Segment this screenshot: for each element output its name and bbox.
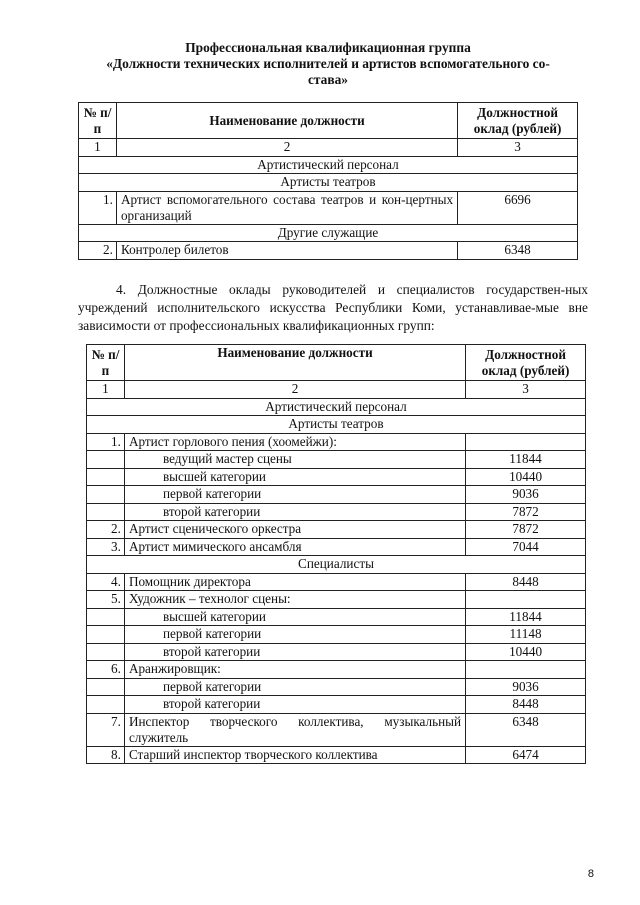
- row-salary: 9036: [466, 486, 586, 504]
- row-name: ведущий мастер сцены: [124, 451, 465, 469]
- row-num: 5.: [87, 591, 125, 609]
- index-cell: 1: [79, 139, 117, 157]
- table-row: [87, 713, 586, 746]
- index-cell: 1: [87, 381, 125, 399]
- row-salary: 10440: [466, 468, 586, 486]
- row-salary: 6348: [458, 242, 578, 260]
- table-row: [87, 433, 586, 451]
- section-label: Специалисты: [87, 556, 586, 574]
- header-salary: Должностной оклад (рублей): [458, 103, 578, 139]
- row-salary: 6696: [458, 191, 578, 224]
- row-num: [87, 678, 125, 696]
- section-label: Артисты театров: [79, 174, 578, 192]
- row-name: первой категории: [124, 486, 465, 504]
- row-name: Помощник директора: [124, 573, 465, 591]
- row-name: первой категории: [124, 678, 465, 696]
- section-row: [79, 224, 578, 242]
- row-name: Артист вспомогательного состава театров и кон-цертных организаций: [116, 191, 457, 224]
- table-row: [87, 503, 586, 521]
- section-label: Другие служащие: [79, 224, 578, 242]
- section-row: [87, 556, 586, 574]
- table-row: [87, 591, 586, 609]
- paragraph-4: 4. Должностные оклады руководителей и специалистов государствен-ных учреждений исполнительского искусства Республики Коми, устанавливае-мые вне зависимости от профессиональных квалификационных групп:: [78, 282, 588, 333]
- index-cell: 2: [116, 139, 457, 157]
- row-num: 8.: [87, 746, 125, 764]
- row-num: [87, 643, 125, 661]
- row-name: Контролер билетов: [116, 242, 457, 260]
- row-name: второй категории: [124, 643, 465, 661]
- row-num: 2.: [87, 521, 125, 539]
- index-cell: 3: [458, 139, 578, 157]
- row-num: 3.: [87, 538, 125, 556]
- row-num: [87, 626, 125, 644]
- row-num: [87, 503, 125, 521]
- row-salary: 6348: [466, 713, 586, 746]
- table-row: [87, 696, 586, 714]
- index-cell: 2: [124, 381, 465, 399]
- table-row: [87, 678, 586, 696]
- header-salary: Должностной оклад (рублей): [466, 345, 586, 381]
- row-salary: [466, 591, 586, 609]
- index-cell: 3: [466, 381, 586, 399]
- header-name: Наименование должности: [124, 345, 465, 381]
- page-title: [78, 40, 578, 88]
- row-name: высшей категории: [124, 468, 465, 486]
- row-num: 1.: [87, 433, 125, 451]
- header-name: Наименование должности: [116, 103, 457, 139]
- section-row: [79, 156, 578, 174]
- row-name: Инспектор творческого коллектива, музыкальный служитель: [124, 713, 465, 746]
- table-row: [87, 451, 586, 469]
- header-num: № п/п: [79, 103, 117, 139]
- row-name: Аранжировщик:: [124, 661, 465, 679]
- row-name: Старший инспектор творческого коллектива: [124, 746, 465, 764]
- index-row: [87, 381, 586, 399]
- table-row: [87, 538, 586, 556]
- row-name: Артист горлового пения (хоомейжи):: [124, 433, 465, 451]
- table-row: [87, 573, 586, 591]
- section-row: [87, 398, 586, 416]
- section-label: Артистический персонал: [87, 398, 586, 416]
- row-name: высшей категории: [124, 608, 465, 626]
- row-salary: 9036: [466, 678, 586, 696]
- row-num: [87, 468, 125, 486]
- table-row: [79, 191, 578, 224]
- row-num: [87, 608, 125, 626]
- row-name: второй категории: [124, 503, 465, 521]
- row-salary: 8448: [466, 573, 586, 591]
- row-salary: 6474: [466, 746, 586, 764]
- row-name: Артист мимического ансамбля: [124, 538, 465, 556]
- row-salary: 11148: [466, 626, 586, 644]
- row-name: второй категории: [124, 696, 465, 714]
- row-num: 4.: [87, 573, 125, 591]
- table-row: [87, 661, 586, 679]
- row-name: Художник – технолог сцены:: [124, 591, 465, 609]
- title-line-1: Профессиональная квалификационная группа: [185, 40, 471, 55]
- row-num: 2.: [79, 242, 117, 260]
- row-salary: 7872: [466, 503, 586, 521]
- table-row: [87, 643, 586, 661]
- index-row: [79, 139, 578, 157]
- table-row: [87, 468, 586, 486]
- row-num: [87, 451, 125, 469]
- section-label: Артистический персонал: [79, 156, 578, 174]
- table-row: [87, 626, 586, 644]
- table-row: [87, 521, 586, 539]
- table-row: [87, 486, 586, 504]
- row-salary: 11844: [466, 608, 586, 626]
- title-line-3: става»: [307, 72, 348, 87]
- row-num: [87, 486, 125, 504]
- row-num: 7.: [87, 713, 125, 746]
- section-row: [87, 416, 586, 434]
- table-row: [87, 746, 586, 764]
- table-row: [87, 608, 586, 626]
- row-name: Артист сценического оркестра: [124, 521, 465, 539]
- title-line-2: «Должности технических исполнителей и артистов вспомогательного со-: [106, 56, 550, 71]
- salary-table-2: [86, 344, 586, 764]
- row-name: первой категории: [124, 626, 465, 644]
- section-label: Артисты театров: [87, 416, 586, 434]
- row-salary: [466, 661, 586, 679]
- table-row: [79, 242, 578, 260]
- salary-table-1: [78, 102, 578, 260]
- row-num: 1.: [79, 191, 117, 224]
- row-num: 6.: [87, 661, 125, 679]
- row-salary: 11844: [466, 451, 586, 469]
- row-salary: 8448: [466, 696, 586, 714]
- row-salary: [466, 433, 586, 451]
- row-salary: 7044: [466, 538, 586, 556]
- row-num: [87, 696, 125, 714]
- row-salary: 7872: [466, 521, 586, 539]
- row-salary: 10440: [466, 643, 586, 661]
- header-num: № п/п: [87, 345, 125, 381]
- page-number: 8: [587, 868, 594, 880]
- section-row: [79, 174, 578, 192]
